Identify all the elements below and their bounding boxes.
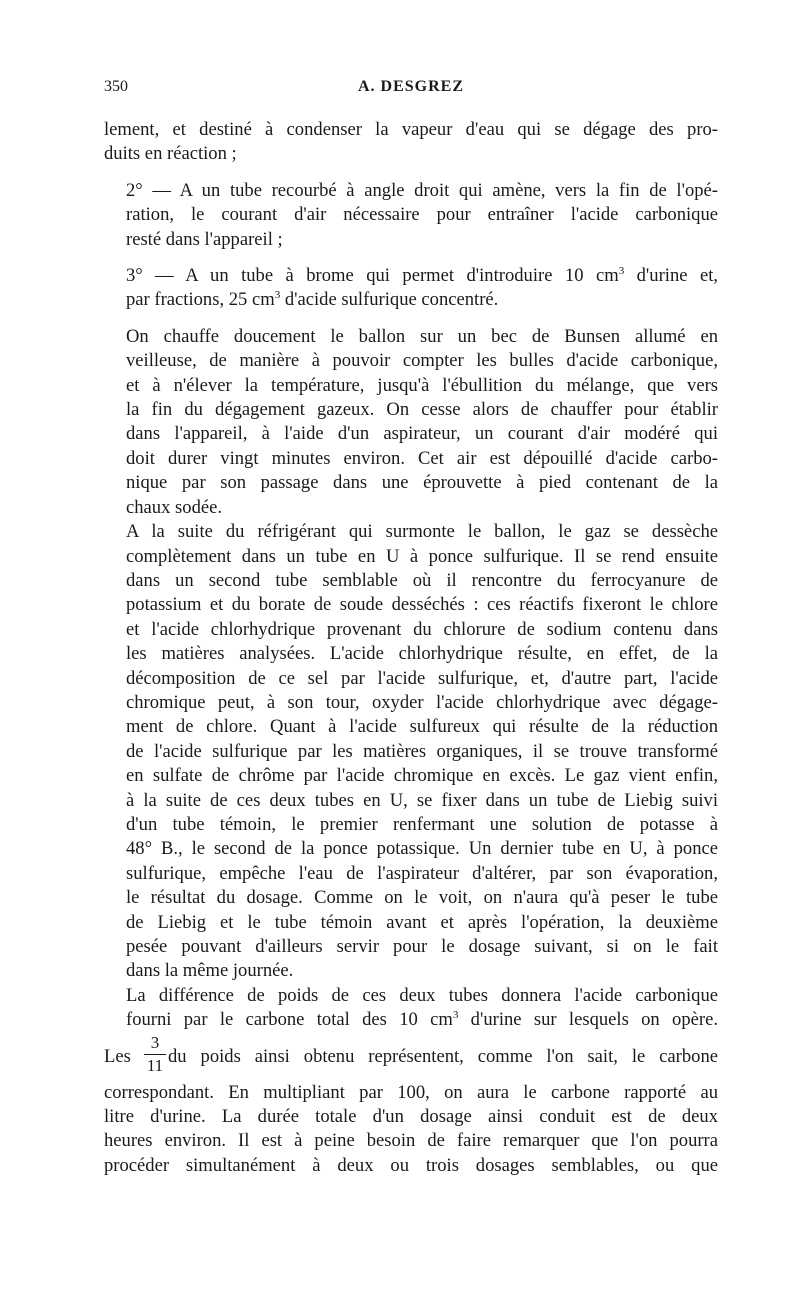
text-line: 2° — A un tube recourbé à angle droit qui amène, vers la fin de l'opé- [126,179,718,201]
fraction-trailing-text: du poids ainsi obtenu représentent, comme l'on sait, le carbone [168,1045,718,1067]
text-line: resté dans l'appareil ; [126,228,283,250]
fraction-numerator: 3 [150,1032,160,1052]
text-line: La différence de poids de ces deux tubes donnera l'acide carbonique [126,984,718,1006]
fraction-denominator: 11 [146,1056,164,1076]
text-line: dans un second tube semblable où il rencontre du ferrocyanure de [126,569,718,591]
text-line: complètement dans un tube en U à ponce sulfurique. Il se rend ensuite [126,545,718,567]
text-line: d'un tube témoin, le premier renfermant une solution de potasse à [126,813,718,835]
text-line: fourni par le carbone total des 10 $cm^3$ d'urine sur lesquels on opère. [126,1009,718,1031]
text-line: et à n'élever la température, jusqu'à l'ébullition du mélange, que vers [126,374,718,396]
fraction-bar [144,1054,166,1056]
text-line: heures environ. Il est à peine besoin de faire remarquer que l'on pourra [104,1130,718,1152]
running-head: A. DESGREZ [357,78,465,95]
page-number: 350 [104,78,128,95]
text-line: duits en réaction ; [104,143,237,165]
text-line: de Liebig et le tube témoin avant et après l'opération, la deuxième [126,911,718,933]
text-line: décomposition de ce sel par l'acide sulfurique, et, d'autre part, l'acide [126,667,718,689]
text-line: potassium et du borate de soude desséchés : ces réactifs fixeront le chlore [126,594,718,616]
paragraph-3 [104,264,718,313]
paragraph-6 [104,984,718,1033]
text-line: ment de chlore. Quant à l'acide sulfureux qui résulte de la réduction [126,716,718,738]
text-line: correspondant. En multipliant par 100, on aura le carbone rapporté au [104,1081,718,1103]
text-line: 3° — A un tube à brome qui permet d'introduire 10 $cm^3$ d'urine et, [126,264,719,287]
text-line: et l'acide chlorhydrique provenant du chlorure de sodium contenu dans [126,618,718,640]
text-line: en sulfate de chrôme par l'acide chromique en excès. Le gaz vient enfin, [126,765,718,787]
text-line: litre d'urine. La durée totale d'un dosage ainsi conduit est de deux [104,1106,718,1128]
page-header [104,78,718,102]
text-line: le résultat du dosage. Comme on le voit, on n'aura qu'à peser le tube [126,887,718,909]
body-text [104,118,718,1178]
text-line: chaux sodée. [126,496,223,518]
paragraph-5 [104,520,718,984]
text-line: lement, et destiné à condenser la vapeur d'eau qui se dégage des pro- [104,119,718,140]
text-line: à la suite de ces deux tubes en U, se fixer dans un tube de Liebig suivi [126,789,718,811]
paragraph-2 [104,179,718,252]
fraction-three-elevenths [144,1033,166,1077]
text-line: A la suite du réfrigérant qui surmonte le ballon, le gaz se dessèche [126,521,718,543]
text-line: ration, le courant d'air nécessaire pour entraîner l'acide carbonique [126,204,718,226]
paragraph-4 [104,325,718,520]
text-line: les matières analysées. L'acide chlorhydrique résulte, en effet, de la [126,643,718,665]
text-line: sulfurique, empêche l'eau de l'aspirateur d'altérer, par son évaporation, [126,862,718,884]
text-line: 48° B., le second de la ponce potassique. Un dernier tube en U, à ponce [126,838,718,860]
paragraph-6-continued [104,1081,718,1179]
text-line: dans l'appareil, à l'aide d'un aspirateur, un courant d'air modéré qui [126,423,718,445]
text-line: doit durer vingt minutes environ. Cet air est dépouillé d'acide carbo- [126,447,718,469]
text-line: dans la même journée. [126,960,294,982]
text-line: veilleuse, de manière à pouvoir compter les bulles d'acide carbonique, [126,350,718,372]
fraction-text-line [104,1033,718,1081]
text-line: nique par son passage dans une éprouvette à pied contenant de la [126,472,718,494]
text-line: chromique peut, à son tour, oxyder l'acide chlorhydrique avec dégage- [126,691,718,713]
fraction-lead-text: Les [104,1045,131,1067]
text-line: de l'acide sulfurique par les matières organiques, il se trouve transformé [126,740,718,762]
text-line: pesée pouvant d'ailleurs servir pour le dosage suivant, si on le fait [126,936,718,957]
text-line: la fin du dégagement gazeux. On cesse alors de chauffer pour établir [126,399,718,421]
paragraph-1 [104,118,718,167]
text-line: par fractions, 25 $cm^3$ d'acide sulfurique concentré. [126,289,499,311]
text-line: procéder simultanément à deux ou trois dosages semblables, ou que [104,1154,718,1176]
text-line: On chauffe doucement le ballon sur un bec de Bunsen allumé en [126,325,718,347]
